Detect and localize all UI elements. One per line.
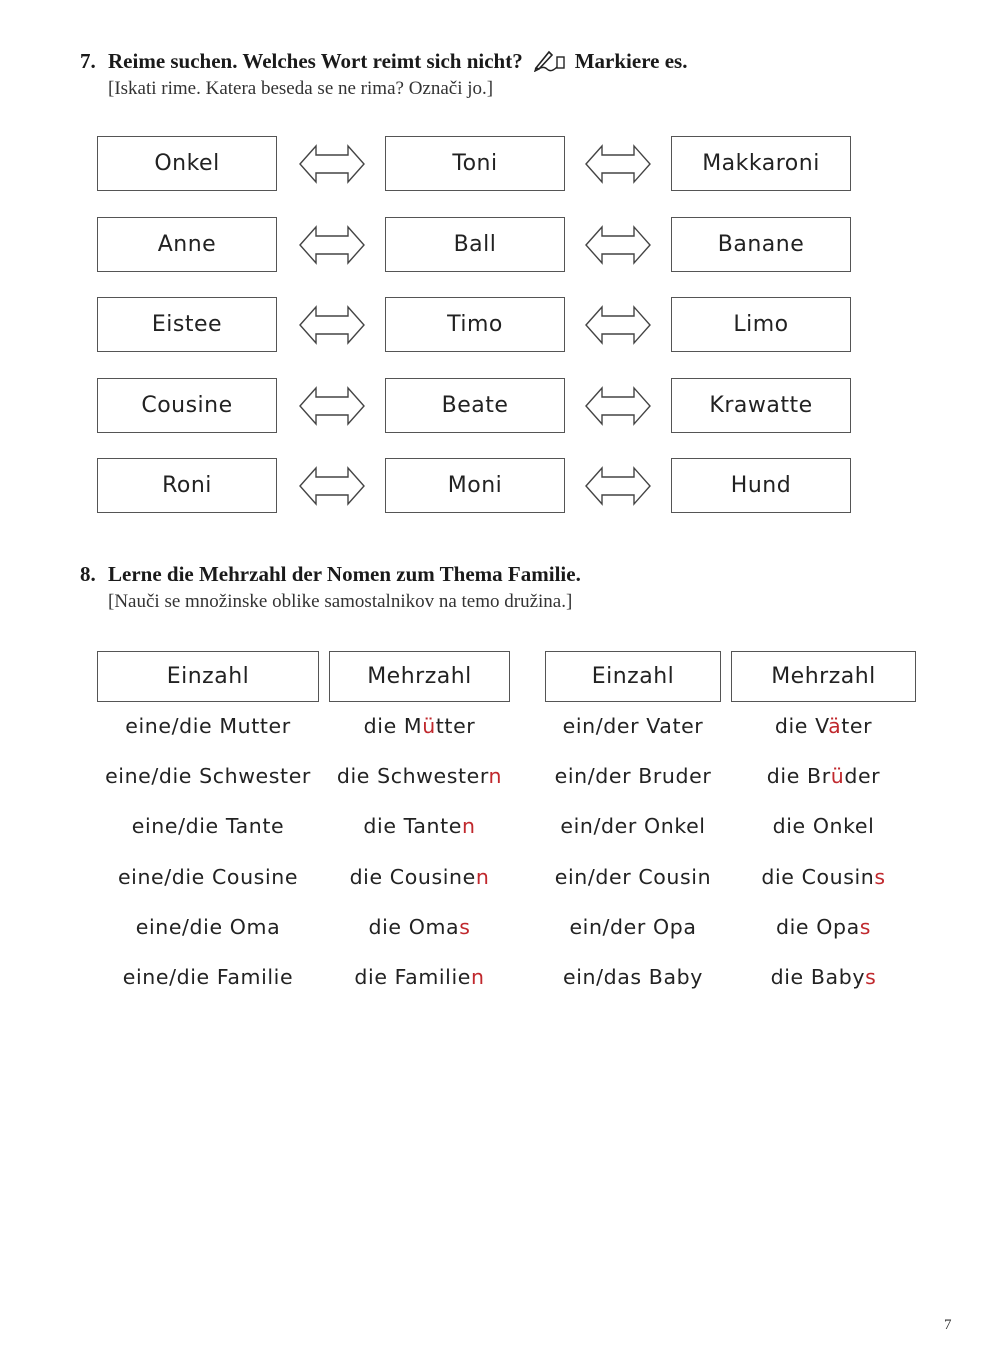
plural-text: die Cousine	[349, 865, 476, 889]
word-box[interactable]: Banane	[671, 217, 851, 272]
word-box[interactable]: Timo	[385, 297, 565, 352]
double-arrow-icon	[298, 465, 366, 507]
task-title: Lerne die Mehrzahl der Nomen zum Thema Familie.	[108, 562, 581, 586]
word-box[interactable]: Roni	[97, 458, 277, 513]
plural-cell	[329, 865, 510, 895]
task-number: 7.	[80, 49, 96, 73]
plural-cell	[731, 915, 916, 945]
plural-text: die Cousin	[761, 865, 875, 889]
double-arrow-icon	[584, 385, 652, 427]
double-arrow-icon	[298, 143, 366, 185]
plural-cell	[329, 764, 510, 794]
plural-text: die Schwester	[336, 764, 489, 788]
plural-cell	[731, 865, 916, 895]
column-header: Mehrzahl	[731, 651, 916, 702]
plural-text: die Opa	[775, 915, 860, 939]
word-box[interactable]: Hund	[671, 458, 851, 513]
plural-cell	[731, 764, 916, 794]
word-box[interactable]: Anne	[97, 217, 277, 272]
word-box[interactable]: Ball	[385, 217, 565, 272]
singular-cell: eine/die Schwester	[105, 764, 311, 788]
task-8-translation: [Nauči se množinske oblike samostalnikov na temo družina.]	[108, 591, 573, 612]
task-title: Reime suchen. Welches Wort reimt sich nicht?	[108, 49, 523, 73]
plural-text: die M	[363, 714, 423, 738]
double-arrow-icon	[584, 143, 652, 185]
plural-cell	[329, 714, 510, 744]
plural-text: die Baby	[770, 965, 866, 989]
singular-cell: ein/das Baby	[563, 965, 703, 989]
column-header: Einzahl	[545, 651, 721, 702]
plural-ending: s	[459, 915, 471, 939]
word-box[interactable]: Onkel	[97, 136, 277, 191]
word-box[interactable]: Krawatte	[671, 378, 851, 433]
singular-cell: ein/der Onkel	[560, 814, 706, 838]
task-7-heading	[80, 48, 687, 78]
plural-ending: n	[475, 865, 490, 889]
plural-ending: ü	[422, 714, 436, 738]
word-box[interactable]: Moni	[385, 458, 565, 513]
plural-cell	[329, 915, 510, 945]
singular-cell: eine/die Oma	[135, 915, 281, 939]
plural-ending: n	[470, 965, 485, 989]
plural-text: der	[844, 764, 881, 788]
plural-text: die Tante	[363, 814, 462, 838]
plural-text: die Familie	[354, 965, 471, 989]
plural-cell	[731, 714, 916, 744]
singular-cell: ein/der Opa	[569, 915, 697, 939]
plural-text: die Oma	[368, 915, 460, 939]
word-box[interactable]: Limo	[671, 297, 851, 352]
plural-text: tter	[435, 714, 476, 738]
singular-cell: ein/der Bruder	[554, 764, 712, 788]
page-number: 7	[944, 1317, 952, 1333]
double-arrow-icon	[298, 385, 366, 427]
word-box[interactable]: Beate	[385, 378, 565, 433]
pen-writing-icon	[533, 48, 567, 78]
plural-ending: s	[865, 965, 877, 989]
plural-text: die Onkel	[772, 814, 875, 838]
singular-cell: eine/die Familie	[122, 965, 294, 989]
double-arrow-icon	[298, 224, 366, 266]
task-number: 8.	[80, 562, 96, 586]
double-arrow-icon	[584, 224, 652, 266]
plural-cell	[329, 814, 510, 844]
plural-ending: s	[859, 915, 872, 939]
word-box[interactable]: Toni	[385, 136, 565, 191]
singular-cell: eine/die Cousine	[117, 865, 299, 889]
plural-ending: n	[461, 814, 476, 838]
plural-text: die V	[774, 714, 829, 738]
plural-ending: n	[488, 764, 503, 788]
plural-text: ter	[841, 714, 873, 738]
double-arrow-icon	[584, 304, 652, 346]
plural-cell	[731, 965, 916, 995]
word-box[interactable]: Makkaroni	[671, 136, 851, 191]
task-8-heading	[80, 562, 581, 587]
singular-cell: eine/die Mutter	[125, 714, 291, 738]
plural-ending: ä	[828, 714, 842, 738]
singular-cell: ein/der Cousin	[554, 865, 712, 889]
task-7-translation: [Iskati rime. Katera beseda se ne rima? Označi jo.]	[108, 78, 494, 99]
plural-cell	[731, 814, 916, 844]
column-header: Mehrzahl	[329, 651, 510, 702]
column-header: Einzahl	[97, 651, 319, 702]
double-arrow-icon	[584, 465, 652, 507]
singular-cell: ein/der Vater	[562, 714, 704, 738]
plural-cell	[329, 965, 510, 995]
double-arrow-icon	[298, 304, 366, 346]
word-box[interactable]: Eistee	[97, 297, 277, 352]
singular-cell: eine/die Tante	[131, 814, 285, 838]
plural-ending: ü	[830, 764, 845, 788]
word-box[interactable]: Cousine	[97, 378, 277, 433]
task-instruction: Markiere es.	[574, 49, 688, 73]
plural-text: die Br	[766, 764, 831, 788]
plural-ending: s	[874, 865, 886, 889]
